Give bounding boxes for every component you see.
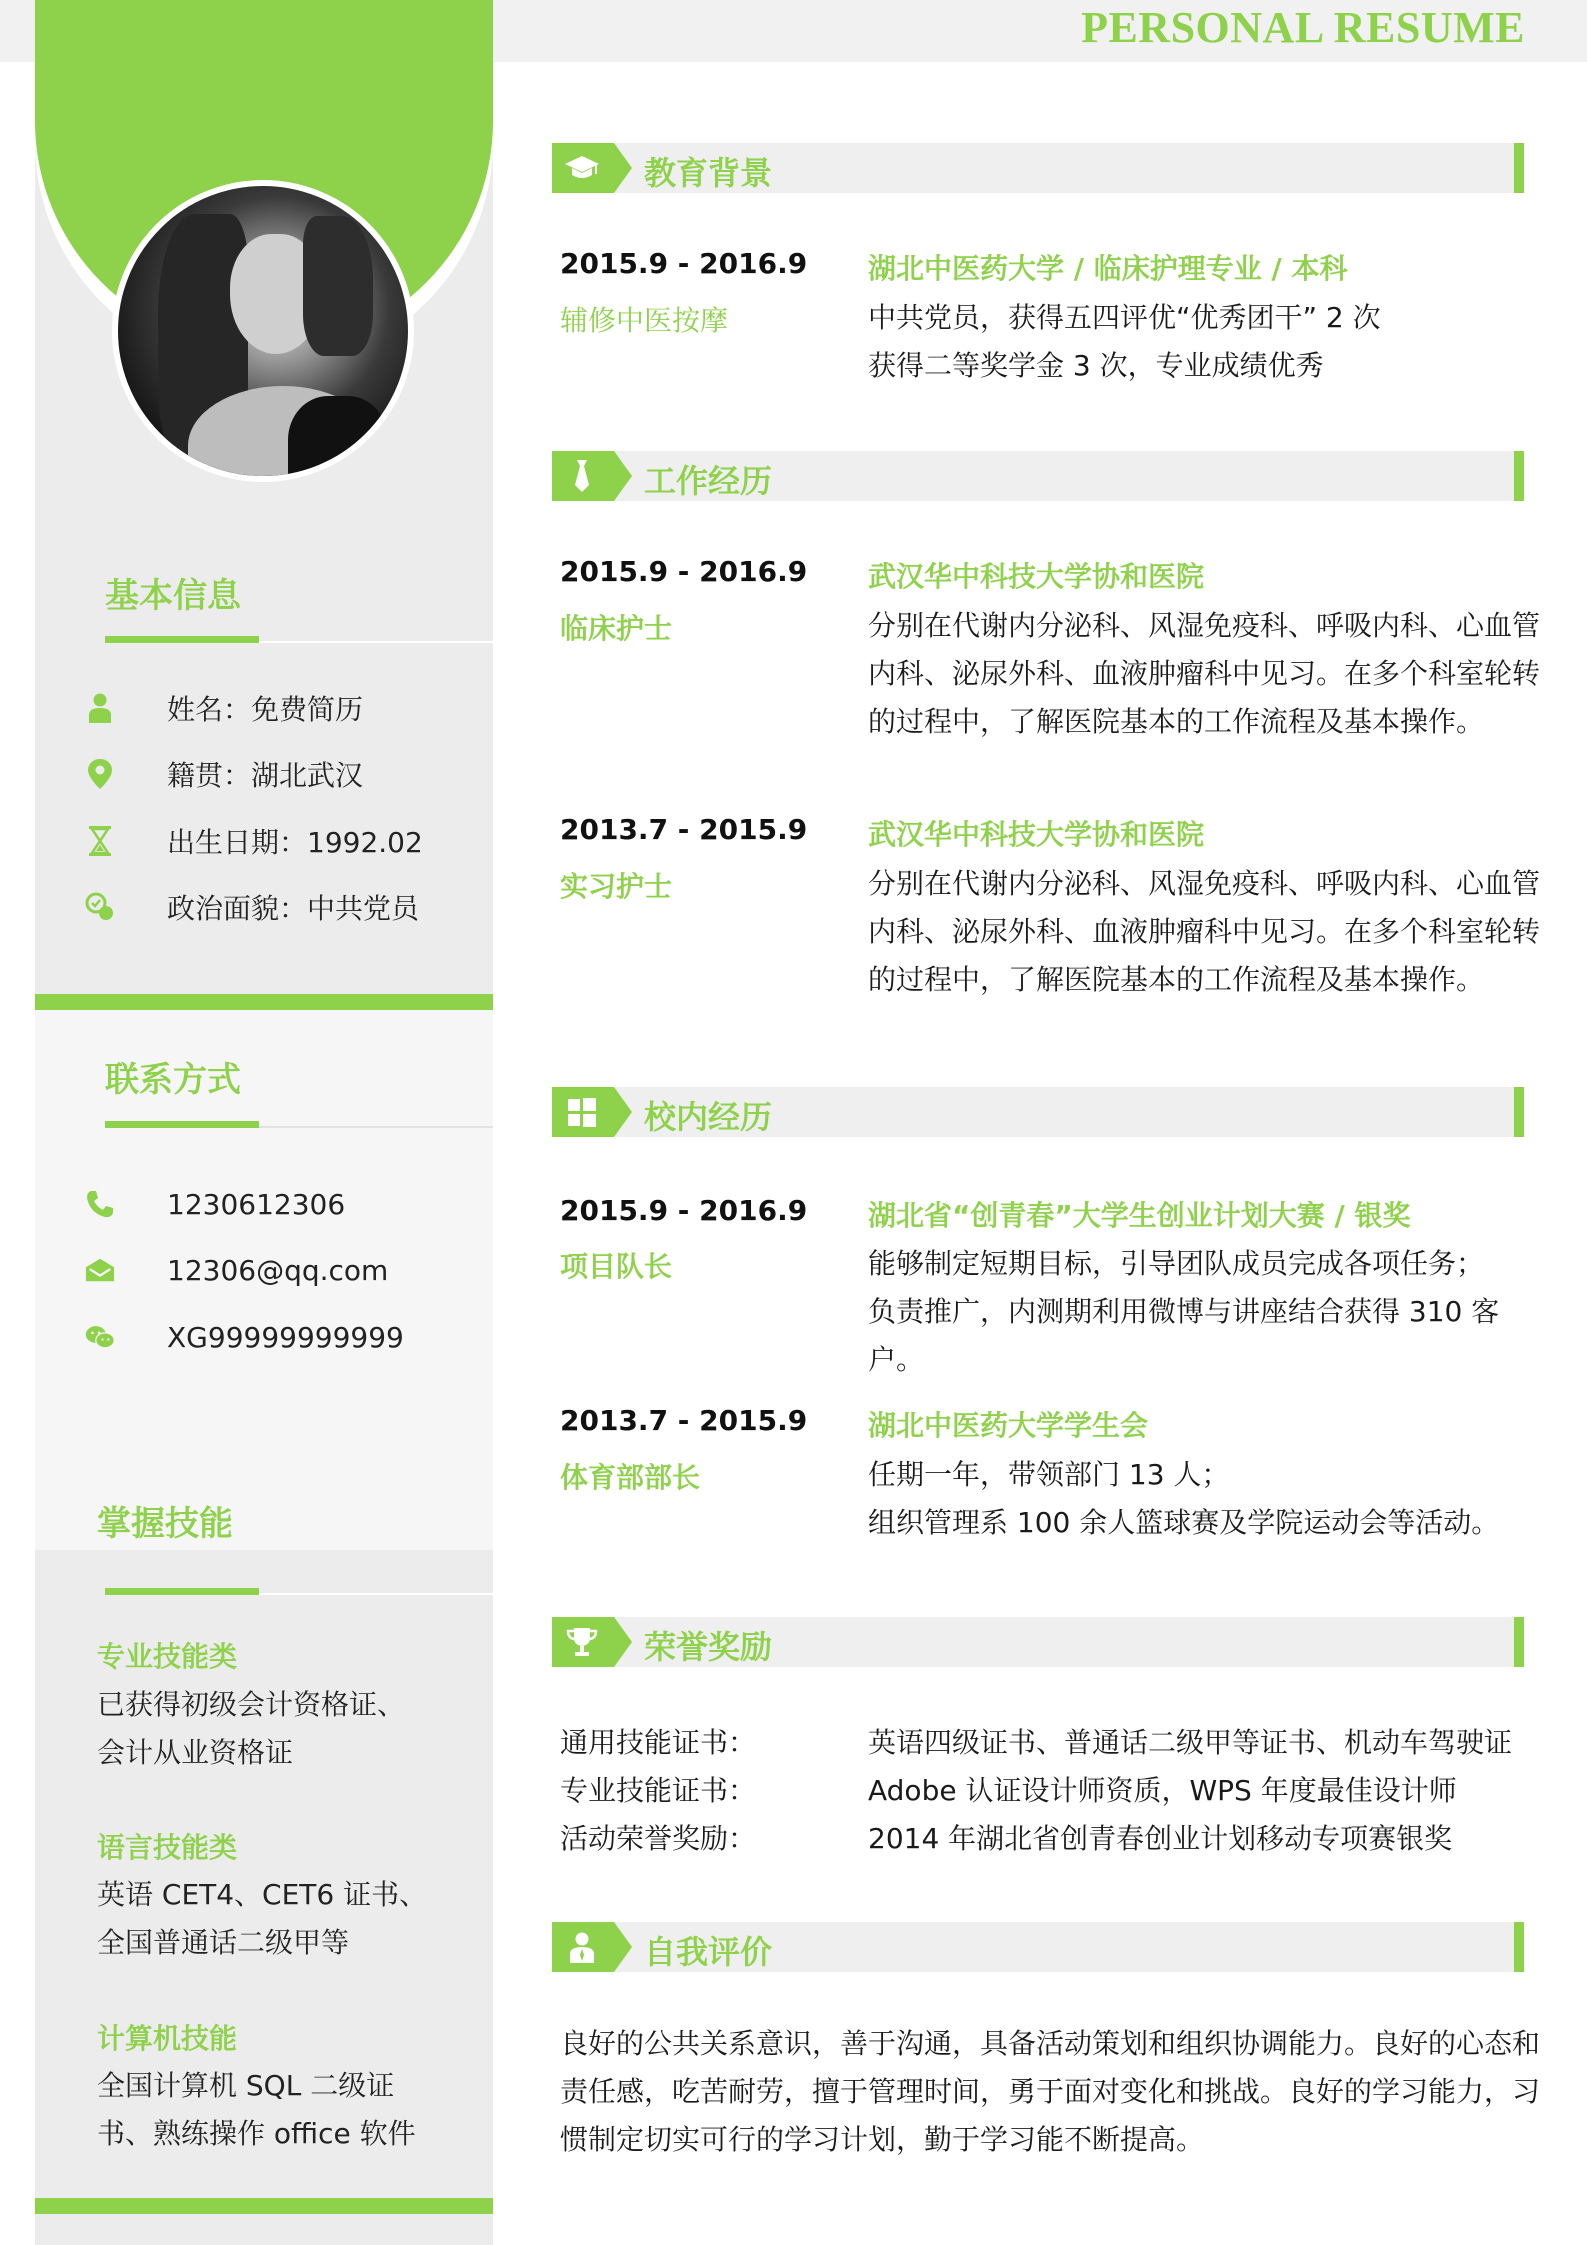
contact-email[interactable]: 12306@qq.com	[167, 1253, 389, 1287]
necktie-icon	[564, 458, 600, 494]
work-header	[552, 451, 1524, 501]
work-role: 临床护士	[560, 612, 673, 645]
honor-value: Adobe 认证设计师资质，WPS 年度最佳设计师	[868, 1774, 1457, 1807]
skill-group-head: 专业技能类	[97, 1640, 238, 1673]
person-icon	[85, 692, 115, 724]
skills-rule	[259, 1593, 493, 1595]
education-title: 教育背景	[644, 154, 773, 192]
windows-icon	[564, 1094, 600, 1130]
education-role: 辅修中医按摩	[560, 304, 729, 337]
campus-role: 体育部部长	[560, 1461, 701, 1494]
skill-group-body: 已获得初级会计资格证、 会计从业资格证	[97, 1688, 406, 1769]
work-desc: 分别在代谢内分泌科、风湿免疫科、呼吸内科、心血管 内科、泌尿外科、血液肿瘤科中见习。在多个科室轮转 的过程中，了解医院基本的工作流程及基本操作。	[868, 867, 1541, 996]
honors-title: 荣誉奖励	[644, 1628, 773, 1666]
campus-header	[552, 1087, 1524, 1137]
location-pin-icon	[85, 758, 115, 790]
campus-date: 2013.7 - 2015.9	[560, 1404, 808, 1437]
info-political: 政治面貌：中共党员	[167, 892, 420, 925]
trophy-icon	[564, 1624, 600, 1660]
honor-value: 英语四级证书、普通话二级甲等证书、机动车驾驶证	[868, 1726, 1513, 1759]
resume-title: PERSONAL RESUME	[1081, 3, 1525, 52]
contact-underline	[105, 1121, 259, 1128]
badge-icon	[85, 891, 115, 923]
work-desc: 分别在代谢内分泌科、风湿免疫科、呼吸内科、心血管 内科、泌尿外科、血液肿瘤科中见习。在多个科室轮转 的过程中，了解医院基本的工作流程及基本操作。	[868, 609, 1541, 738]
info-political-row	[35, 887, 493, 927]
wechat-icon	[85, 1321, 115, 1353]
education-date: 2015.9 - 2016.9	[560, 247, 808, 280]
sidebar-divider-band	[35, 994, 493, 1010]
honors-header	[552, 1617, 1524, 1667]
skills-underline	[105, 1588, 259, 1595]
contact-email-row	[35, 1250, 493, 1290]
education-header	[552, 143, 1524, 193]
sidebar	[35, 0, 493, 2245]
work-org: 武汉华中科技大学协和医院	[868, 818, 1205, 851]
hourglass-icon	[85, 825, 115, 857]
graduation-cap-icon	[564, 150, 600, 186]
contact-rule	[259, 1126, 493, 1128]
self-eval-title: 自我评价	[644, 1933, 773, 1971]
self-eval-header	[552, 1922, 1524, 1972]
campus-desc: 任期一年，带领部门 13 人； 组织管理系 100 余人篮球赛及学院运动会等活动。	[868, 1458, 1500, 1539]
info-name: 姓名：免费简历	[167, 693, 364, 726]
honor-label: 通用技能证书：	[560, 1726, 757, 1759]
skill-group-head: 计算机技能	[97, 2022, 238, 2055]
honor-label: 专业技能证书：	[560, 1774, 757, 1807]
campus-title: 校内经历	[644, 1098, 773, 1136]
honor-label: 活动荣誉奖励：	[560, 1822, 757, 1855]
education-desc: 中共党员，获得五四评优“优秀团干” 2 次 获得二等奖学金 3 次，专业成绩优秀	[868, 301, 1381, 382]
person-badge-icon	[564, 1929, 600, 1965]
contact-phone[interactable]: 1230612306	[167, 1187, 346, 1221]
work-title: 工作经历	[644, 462, 773, 500]
basic-info-rule	[259, 641, 493, 643]
campus-org: 湖北中医药大学学生会	[868, 1409, 1149, 1442]
work-date: 2015.9 - 2016.9	[560, 555, 808, 588]
info-birth: 出生日期：1992.02	[167, 826, 423, 859]
education-org: 湖北中医药大学 / 临床护理专业 / 本科	[868, 252, 1348, 285]
skill-group-head: 语言技能类	[97, 1831, 238, 1864]
skill-group-body: 全国计算机 SQL 二级证 书、熟练操作 office 软件	[97, 2069, 416, 2150]
self-eval-text: 良好的公共关系意识，善于沟通，具备活动策划和组织协调能力。良好的心态和 责任感，吃苦耐劳，擅于管理时间，勇于面对变化和挑战。良好的学习能力，习 惯制定切实可行的学习计划，勤于学习能不断提高。	[560, 2027, 1541, 2156]
campus-date: 2015.9 - 2016.9	[560, 1194, 808, 1227]
basic-info-underline	[105, 636, 259, 643]
mail-icon	[85, 1254, 115, 1286]
contact-title: 联系方式	[105, 1060, 241, 1100]
campus-desc: 能够制定短期目标，引导团队成员完成各项任务； 负责推广，内测期利用微博与讲座结合获得 310 客户。	[868, 1247, 1500, 1376]
work-date: 2013.7 - 2015.9	[560, 813, 808, 846]
contact-phone-row	[35, 1184, 493, 1224]
work-role: 实习护士	[560, 870, 673, 903]
sidebar-bottom-band	[35, 2198, 493, 2214]
avatar	[112, 180, 414, 482]
campus-org: 湖北省“创青春”大学生创业计划大赛 / 银奖	[868, 1199, 1411, 1232]
campus-role: 项目队长	[560, 1250, 673, 1283]
skill-group-body: 英语 CET4、CET6 证书、 全国普通话二级甲等	[97, 1878, 428, 1959]
basic-info-title: 基本信息	[105, 576, 241, 616]
contact-wechat[interactable]: XG99999999999	[167, 1320, 404, 1354]
phone-icon	[85, 1188, 115, 1220]
info-origin: 籍贯：湖北武汉	[167, 759, 364, 792]
skills-title: 掌握技能	[97, 1504, 233, 1544]
honor-value: 2014 年湖北省创青春创业计划移动专项赛银奖	[868, 1822, 1453, 1855]
work-org: 武汉华中科技大学协和医院	[868, 560, 1205, 593]
info-birth-row	[35, 821, 493, 861]
contact-wechat-row	[35, 1317, 493, 1357]
info-origin-row	[35, 754, 493, 794]
info-name-row	[35, 688, 493, 728]
